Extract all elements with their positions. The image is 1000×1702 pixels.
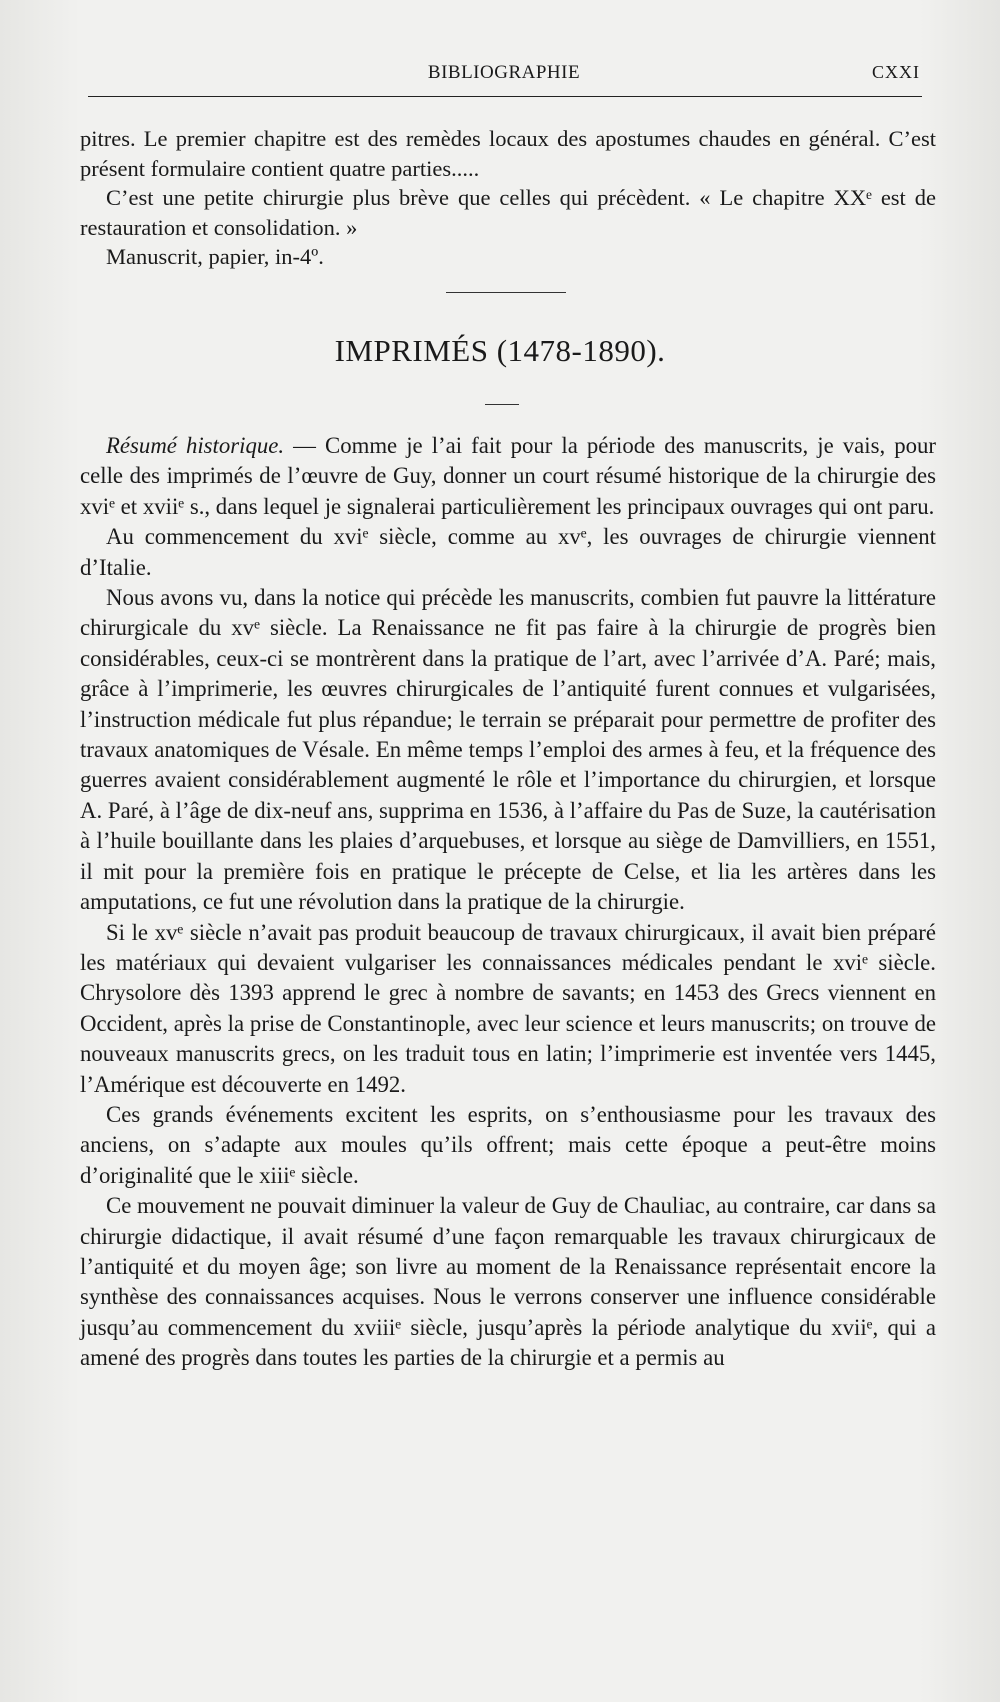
paragraph-text: — Comme je l’ai fait pour la période des manuscrits, je vais, pour celle des imprimés de l’œuvre de Guy, donner un court résumé historique de la chirurgie des xviᵉ et xviiᵉ s., dans lequel je signalerai particulièrement les principaux ouvrages qui ont paru. (80, 433, 936, 519)
paragraph-6: Ce mouvement ne pouvait diminuer la valeur de Guy de Chauliac, au contraire, car dans sa chirurgie didactique, il avait résumé d’une façon remarquable les travaux chirurgicaux de l’antiquité et du moyen âge; son livre au moment de la Renaissance représentait encore la synthèse des connaissances acquises. Nous le verrons conserver une influence considérable jusqu’au commencement du xviiiᵉ siècle, jusqu’après la période analytique du xviiᵉ, qui a amené des progrès dans toutes les parties de la chirurgie et a permis au (80, 1193, 936, 1371)
paragraph-2: Au commencement du xviᵉ siècle, comme au xvᵉ, les ouvrages de chirurgie viennent d’Italie. (80, 524, 936, 580)
paragraph-3: Nous avons vu, dans la notice qui précède les manuscrits, combien fut pauvre la littérature chirurgicale du xvᵉ siècle. La Renaissance ne fit pas faire à la chirurgie de progrès bien considérables, ceux-ci se montrèrent dans la pratique de l’art, avec l’arrivée d’A. Paré; mais, grâce à l’imprimerie, les œuvres chirurgicales de l’antiquité furent connues et vulgarisées, l’instruction médicale fut plus répandue; le terrain se préparait pour permettre de profiter des travaux anatomiques de Vésale. En même temps l’emploi des armes à feu, et la fréquence des guerres avaient considérablement augmenté le rôle et l’importance du chirurgien, et lorsque A. Paré, à l’âge de dix-neuf ans, supprima en 1536, à l’affaire du Pas de Suze, la cautérisation à l’huile bouillante dans les plaies d’arquebuses, et lorsque au siège de Damvilliers, en 1551, il mit pour la première fois en pratique le précepte de Celse, et lia les artères dans les amputations, ce fut une révolution dans la pratique de la chirurgie. (80, 585, 936, 915)
section-separator-rule (446, 292, 566, 293)
entry-paragraph-2: C’est une petite chirurgie plus brève que celles qui précèdent. « Le chapitre XXᵉ est de restauration et consolidation. » (80, 185, 936, 240)
header-rule (88, 96, 922, 97)
main-text (80, 431, 936, 1374)
manuscript-entry-continuation (80, 124, 936, 272)
paragraph-lead-heading: Résumé historique. (106, 433, 285, 458)
paragraph-4: Si le xvᵉ siècle n’avait pas produit beaucoup de travaux chirurgicaux, il avait bien préparé les matériaux qui devaient vulgariser les connaissances médicales pendant le xviᵉ siècle. Chrysolore dès 1393 apprend le grec à nombre de savants; en 1453 des Grecs viennent en Occident, après la prise de Constantinople, avec leur science et leurs manuscrits; on trouve de nouveaux manuscrits grecs, on les traduit tous en latin; l’imprimerie est inventée vers 1445, l’Amérique est découverte en 1492. (80, 919, 936, 1097)
entry-paragraph-1: pitres. Le premier chapitre est des remèdes locaux des apostumes chaudes en général. C’est présent formulaire contient quatre parties..... (80, 126, 936, 181)
section-heading: IMPRIMÉS (1478-1890). (334, 333, 666, 368)
paragraph-5: Ces grands événements excitent les esprits, on s’enthousiasme pour les travaux des anciens, on s’adapte aux moules qu’ils offrent; mais cette époque a peut-être moins d’originalité que le xiiiᵉ siècle. (80, 1101, 936, 1188)
paragraph-resume-historique (80, 431, 936, 522)
entry-paragraph-3: Manuscrit, papier, in-4º. (106, 244, 324, 270)
running-title: BIBLIOGRAPHIE (427, 62, 581, 83)
heading-underline-rule (485, 404, 519, 405)
page-number: CXXI (872, 62, 920, 82)
page-header (88, 62, 920, 88)
